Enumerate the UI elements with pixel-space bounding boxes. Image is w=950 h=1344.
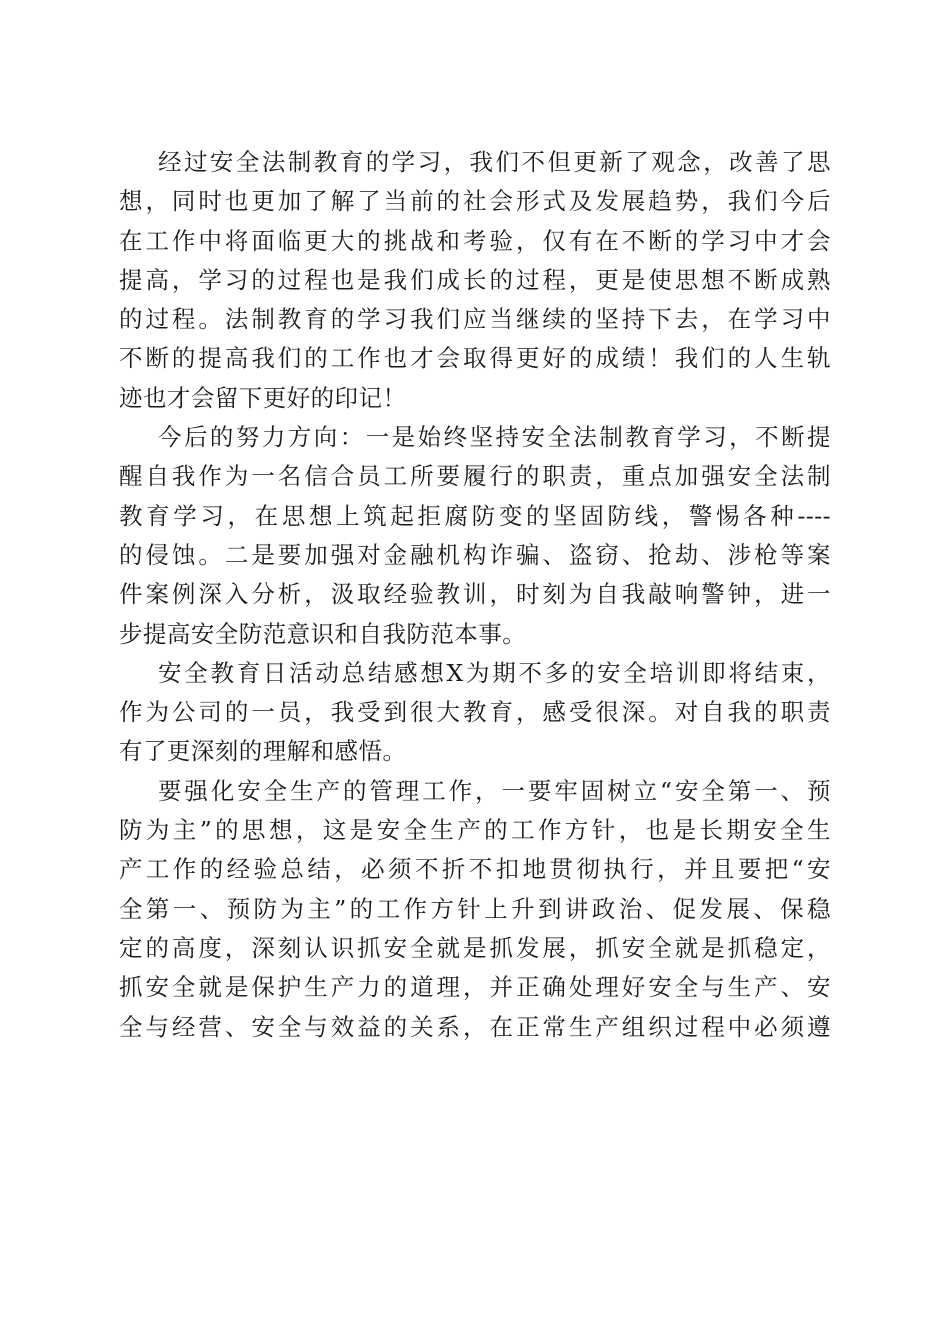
paragraph-4-line-5: 定的高度，深刻认识抓安全就是抓发展，抓安全就是抓稳定， (119, 933, 831, 962)
paragraph-1-line-5: 的过程。法制教育的学习我们应当继续的坚持下去，在学习中 (119, 305, 831, 334)
document-body (119, 143, 831, 1047)
paragraph-1-line-6: 不断的提高我们的工作也才会取得更好的成绩！我们的人生轨 (119, 344, 831, 373)
paragraph-4-line-4: 全第一、预防为主”的工作方针上升到讲政治、促发展、保稳 (119, 894, 831, 923)
paragraph-2-line-5: 件案例深入分析，汲取经验教训，时刻为自我敲响警钟，进一 (119, 580, 831, 609)
paragraph-1-line-4: 提高，学习的过程也是我们成长的过程，更是使思想不断成熟 (119, 265, 831, 294)
paragraph-2-line-3: 教育学习，在思想上筑起拒腐防变的坚固防线，警惕各种---- (119, 501, 831, 530)
paragraph-4-line-2: 防为主”的思想，这是安全生产的工作方针，也是长期安全生 (119, 816, 831, 845)
paragraph-4-line-3: 产工作的经验总结，必须不折不扣地贯彻执行，并且要把“安 (119, 855, 831, 884)
paragraph-2-line-1: 今后的努力方向：一是始终坚持安全法制教育学习，不断提 (158, 423, 831, 452)
paragraph-3-line-1: 安全教育日活动总结感想X为期不多的安全培训即将结束， (158, 658, 831, 687)
paragraph-1-line-3: 在工作中将面临更大的挑战和考验，仅有在不断的学习中才会 (119, 226, 831, 255)
paragraph-1-line-1: 经过安全法制教育的学习，我们不但更新了观念，改善了思 (158, 148, 831, 176)
paragraph-1-line-7: 迹也才会留下更好的印记！ (119, 383, 407, 412)
paragraph-4-line-1: 要强化安全生产的管理工作，一要牢固树立“安全第一、预 (158, 776, 831, 805)
paragraph-4-line-7: 全与经营、安全与效益的关系，在正常生产组织过程中必须遵 (119, 1012, 831, 1041)
paragraph-2-line-4: 的侵蚀。二是要加强对金融机构诈骗、盗窃、抢劫、涉枪等案 (119, 540, 831, 569)
paragraph-2-line-6: 步提高安全防范意识和自我防范本事。 (119, 619, 527, 648)
paragraph-1-line-2: 想，同时也更加了解了当前的社会形式及发展趋势，我们今后 (119, 187, 831, 216)
paragraph-3-line-2: 作为公司的一员，我受到很大教育，感受很深。对自我的职责 (119, 698, 831, 727)
paragraph-4-line-6: 抓安全就是保护生产力的道理，并正确处理好安全与生产、安 (119, 973, 831, 1002)
paragraph-3-line-3: 有了更深刻的理解和感悟。 (119, 737, 407, 766)
paragraph-2-line-2: 醒自我作为一名信合员工所要履行的职责，重点加强安全法制 (119, 462, 831, 491)
